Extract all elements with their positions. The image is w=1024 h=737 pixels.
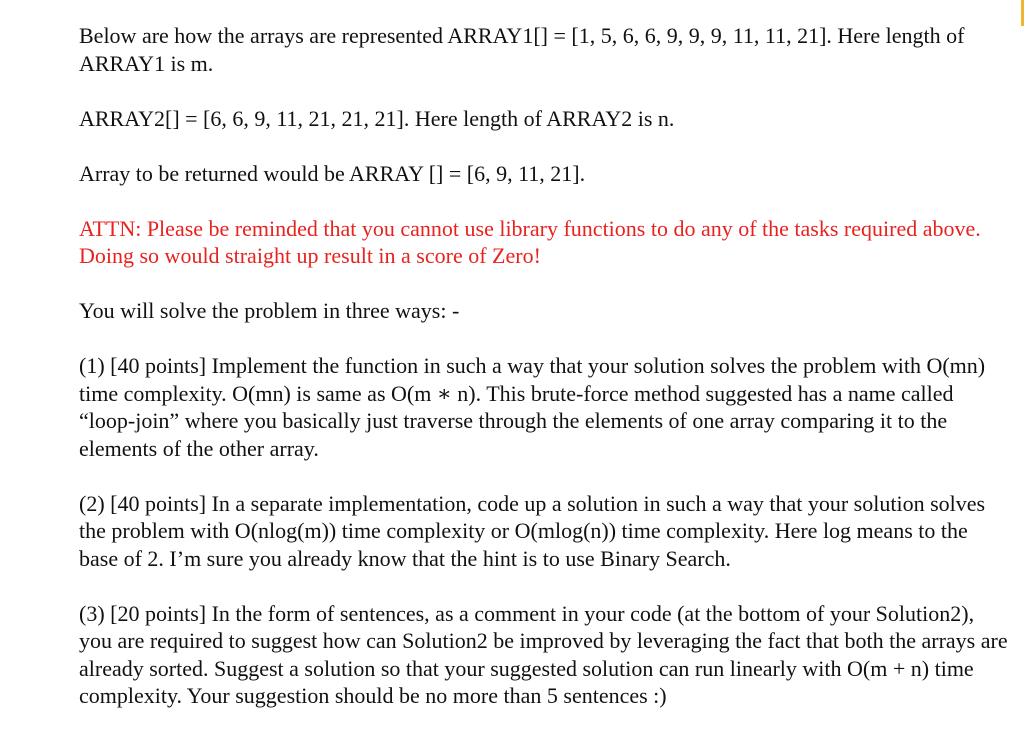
document-page [79,22,1009,737]
array2-paragraph: ARRAY2[] = [6, 6, 9, 11, 21, 21, 21]. Here length of ARRAY2 is n. [79,105,675,131]
part2-paragraph: (2) [40 points] In a separate implementation, code up a solution in such a way that your solution solves the problem with O(nlog(m)) time complexity or O(mlog(n)) time complexity. Here log means to the base of 2. I’m sure you already know that the hint is to use Binary Search. [79,490,986,571]
attention-warning-paragraph: ATTN: Please be reminded that you cannot use library functions to do any of the tasks required above. Doing so would straight up result in a score of Zero! [79,215,981,268]
arrays-intro-paragraph: Below are how the arrays are represented ARRAY1[] = [1, 5, 6, 6, 9, 9, 9, 11, 11, 21]. Here length of ARRAY1 is m. [79,23,965,76]
part3-paragraph: (3) [20 points] In the form of sentences, as a comment in your code (at the bottom of your Solution2), you are required to suggest how can Solution2 be improved by leveraging the fact that both the arrays are already sorted. Suggest a solution so that your suggested solution can run linearly with O(m + n) time complexity. Your suggestion should be no more than 5 sentences :) [79,600,1008,708]
part1-paragraph: (1) [40 points] Implement the function in such a way that your solution solves the problem with O(mn) time complexity. O(mn) is same as O(m ∗ n). This brute-force method suggested has a name called “loop-join” where you basically just traverse through the elements of one array comparing it to the elements of the other array. [79,353,986,461]
expected-result-paragraph: Array to be returned would be ARRAY [] = [6, 9, 11, 21]. [79,160,586,186]
three-ways-paragraph: You will solve the problem in three ways: - [79,298,460,323]
